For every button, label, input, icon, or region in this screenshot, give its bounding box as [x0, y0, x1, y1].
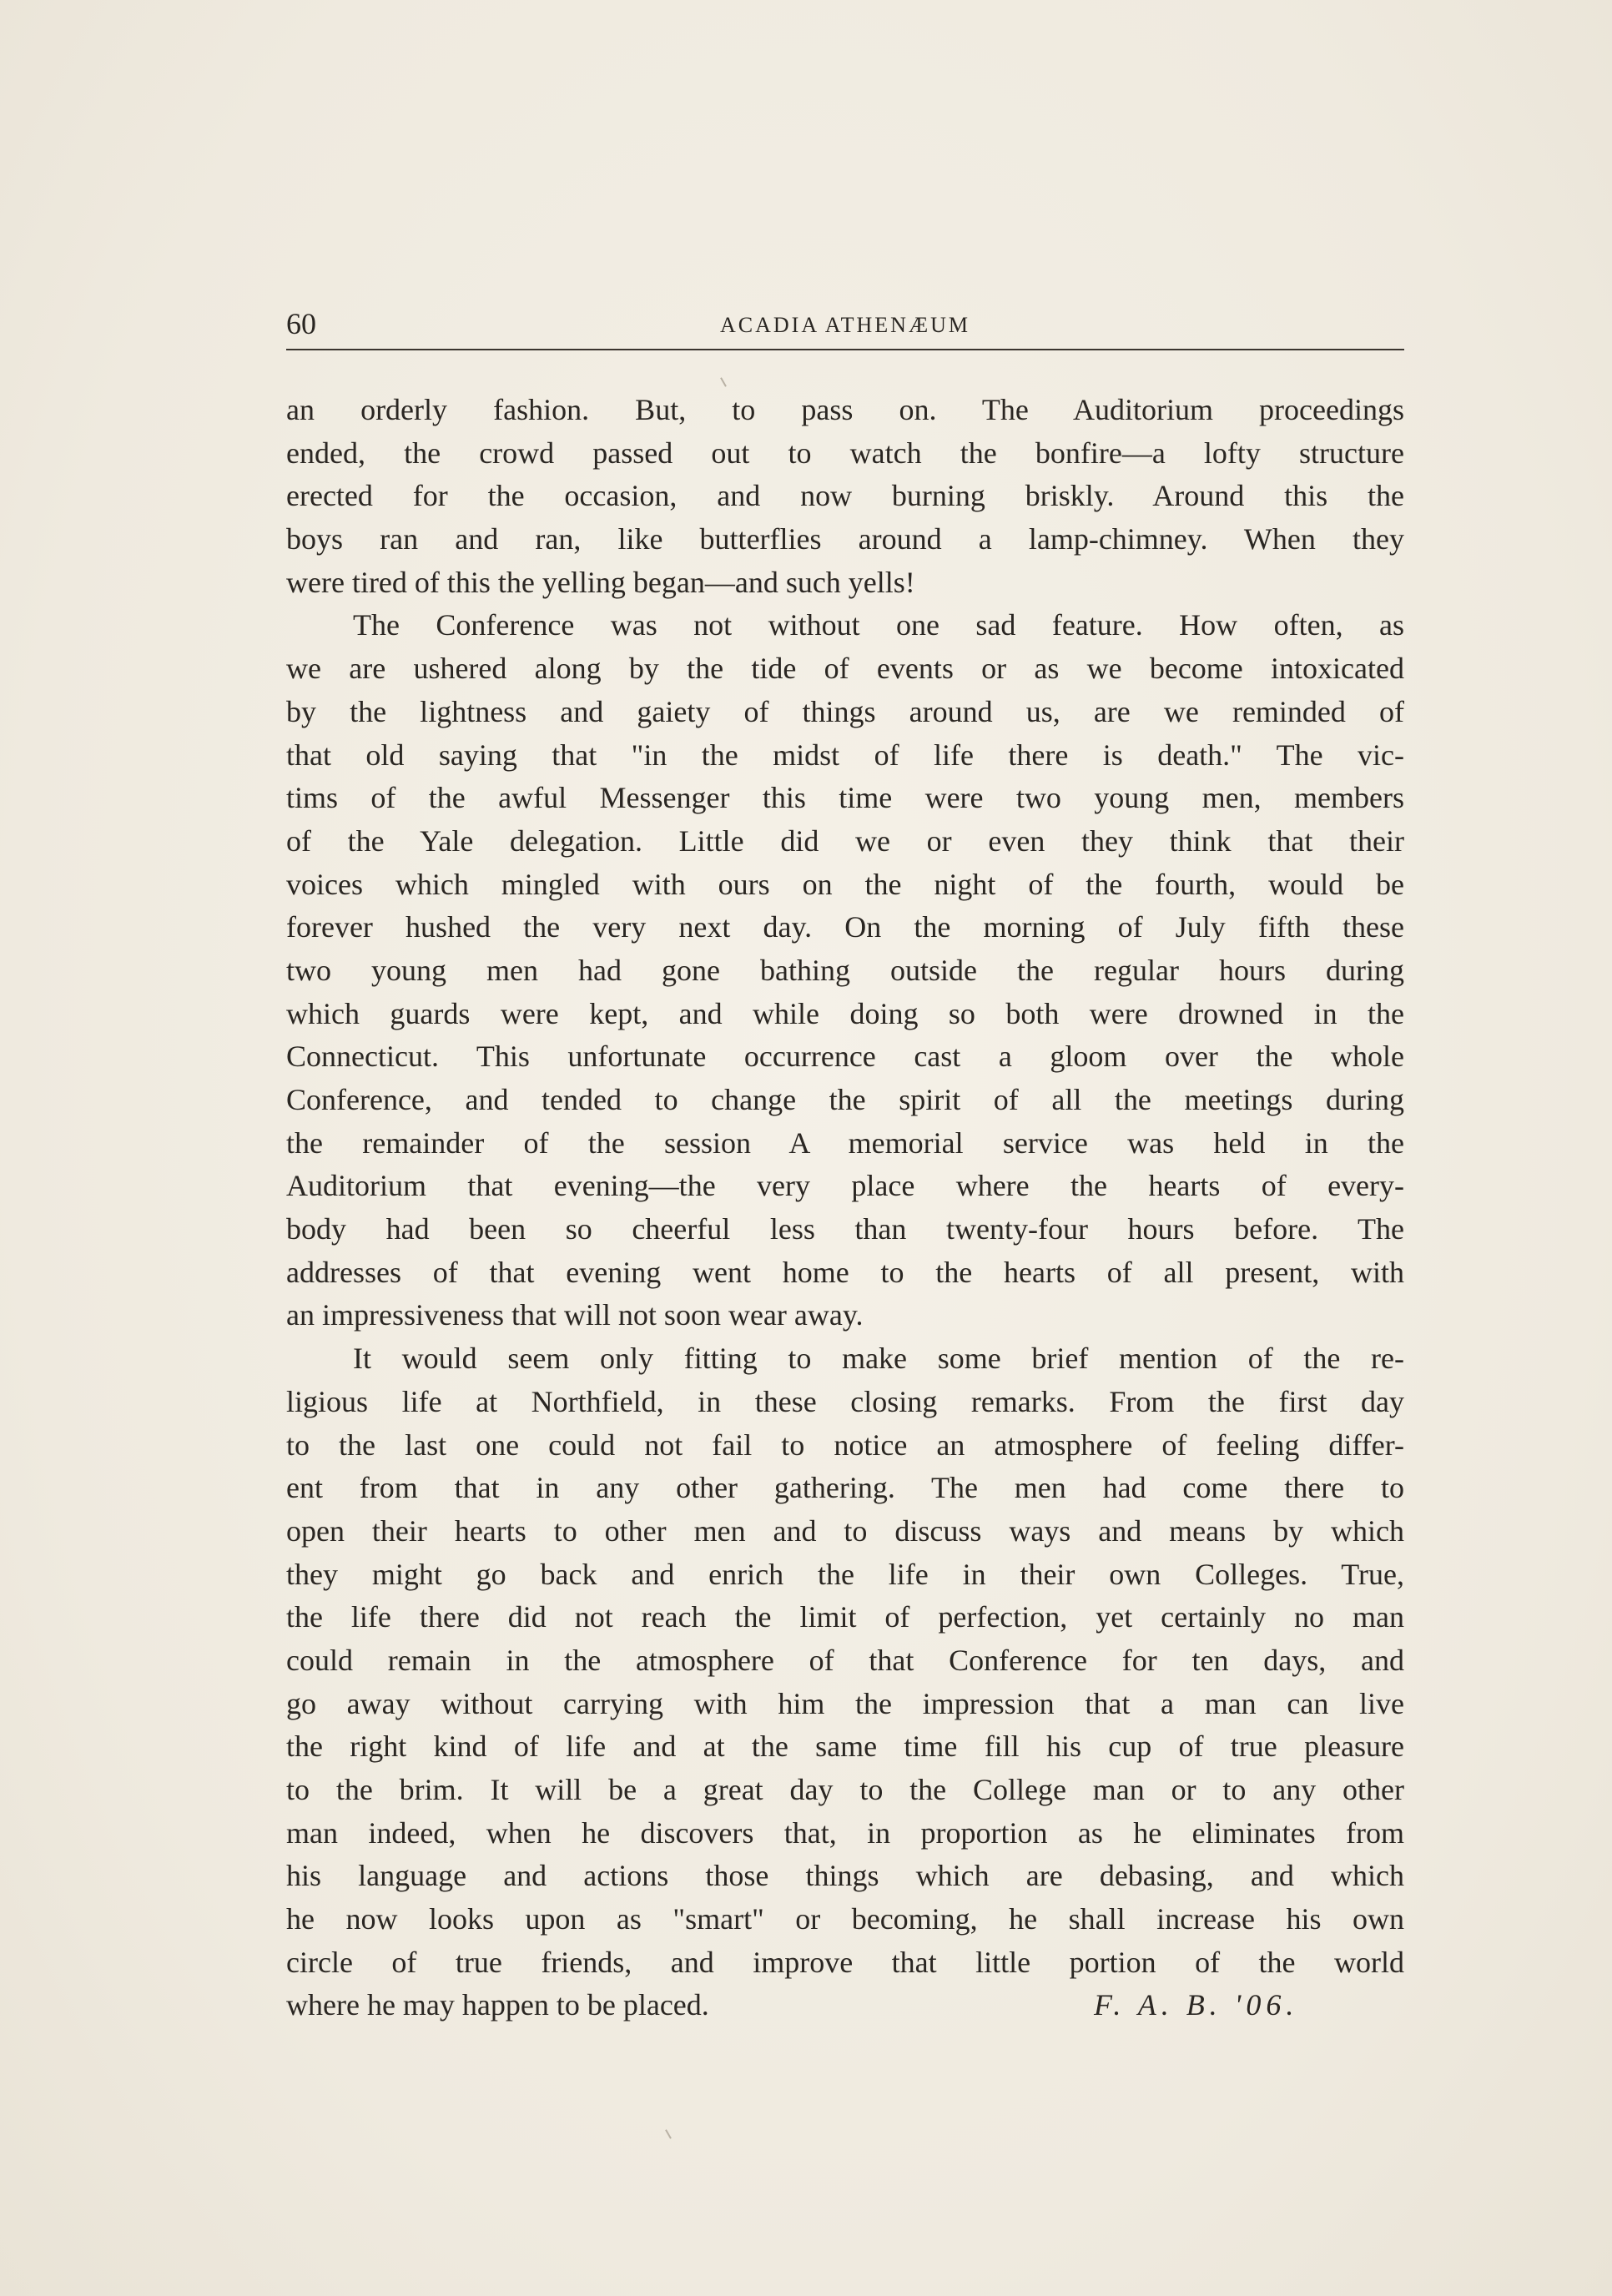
text-line: to the brim. It will be a great day to the College man or to any other — [286, 1773, 1404, 1806]
text-line: ended, the crowd passed out to watch the bonfire—a lofty structure — [286, 436, 1404, 470]
header-rule — [286, 349, 1404, 350]
paragraph-1 — [286, 389, 1404, 604]
text-line: two young men had gone bathing outside the regular hours during — [286, 953, 1404, 987]
text-line: the right kind of life and at the same time fill his cup of true pleasure — [286, 1730, 1404, 1764]
article-body — [286, 389, 1404, 2027]
running-header — [286, 304, 1404, 344]
text-line: Conference, and tended to change the spirit of all the meetings during — [286, 1083, 1404, 1116]
text-line: Connecticut. This unfortunate occurrence cast a gloom over the whole — [286, 1040, 1404, 1074]
text-line: addresses of that evening went home to the hearts of all present, with — [286, 1255, 1404, 1289]
text-line: man indeed, when he discovers that, in proportion as he eliminates from — [286, 1815, 1404, 1850]
text-line: to the last one could not fail to notice an atmosphere of feeling differ- — [286, 1427, 1404, 1462]
text-line: voices which mingled with ours on the night of the fourth, would be — [286, 867, 1404, 901]
text-line: we are ushered along by the tide of events or as we become intoxicated — [286, 652, 1404, 686]
closing-line — [286, 1984, 1404, 2027]
text-line: of the Yale delegation. Little did we or even they think that their — [286, 823, 1404, 858]
paragraph-2 — [286, 604, 1404, 1337]
text-line: open their hearts to other men and to discuss ways and means by which — [286, 1513, 1404, 1548]
author-signature: F. A. B. '06. — [1094, 1988, 1299, 2022]
page-number: 60 — [286, 307, 316, 340]
text-line: The Conference was not without one sad feature. How often, as — [353, 608, 1404, 642]
text-line: ent from that in any other gathering. The men had come there to — [286, 1471, 1404, 1505]
text-line: circle of true friends, and improve that little portion of the world — [286, 1945, 1404, 1979]
text-line: erected for the occasion, and now burning briskly. Around this the — [286, 479, 1404, 513]
text-line: an orderly fashion. But, to pass on. The Auditorium proceedings — [286, 393, 1404, 426]
text-line: the life there did not reach the limit of perfection, yet certainly no man — [286, 1600, 1404, 1634]
text-line: Auditorium that evening—the very place where the hearts of every- — [286, 1169, 1404, 1203]
text-line: an impressiveness that will not soon wear away. — [286, 1298, 864, 1332]
paper-speck — [665, 2129, 672, 2138]
text-line: boys ran and ran, like butterflies around a lamp-chimney. When they — [286, 522, 1404, 556]
text-line: by the lightness and gaiety of things around us, are we reminded of — [286, 694, 1404, 728]
text-line: they might go back and enrich the life in their own Colleges. True, — [286, 1557, 1404, 1591]
text-line: go away without carrying with him the impression that a man can live — [286, 1686, 1404, 1720]
text-line: which guards were kept, and while doing so both were drowned in the — [286, 996, 1404, 1030]
paragraph-3 — [286, 1337, 1404, 2027]
text-line: ligious life at Northfield, in these closing remarks. From the first day — [286, 1384, 1404, 1418]
text-line: the remainder of the session A memorial service was held in the — [286, 1125, 1404, 1160]
text-line: forever hushed the very next day. On the morning of July fifth these — [286, 910, 1404, 944]
text-line: could remain in the atmosphere of that Conference for ten days, and — [286, 1643, 1404, 1677]
text-line: he now looks upon as "smart" or becoming, he shall increase his own — [286, 1902, 1404, 1936]
text-line: It would seem only fitting to make some brief mention of the re- — [353, 1342, 1404, 1376]
paper-speck — [720, 377, 727, 386]
text-line: were tired of this the yelling began—and such yells! — [286, 565, 915, 599]
text-line: tims of the awful Messenger this time were two young men, members — [286, 781, 1404, 815]
text-line: that old saying that "in the midst of life there is death." The vic- — [286, 738, 1404, 772]
text-line: his language and actions those things which are debasing, and which — [286, 1859, 1404, 1893]
running-title: ACADIA ATHENÆUM — [720, 313, 970, 337]
text-line: body had been so cheerful less than twenty-four hours before. The — [286, 1212, 1404, 1246]
final-text: where he may happen to be placed. — [286, 1988, 709, 2022]
